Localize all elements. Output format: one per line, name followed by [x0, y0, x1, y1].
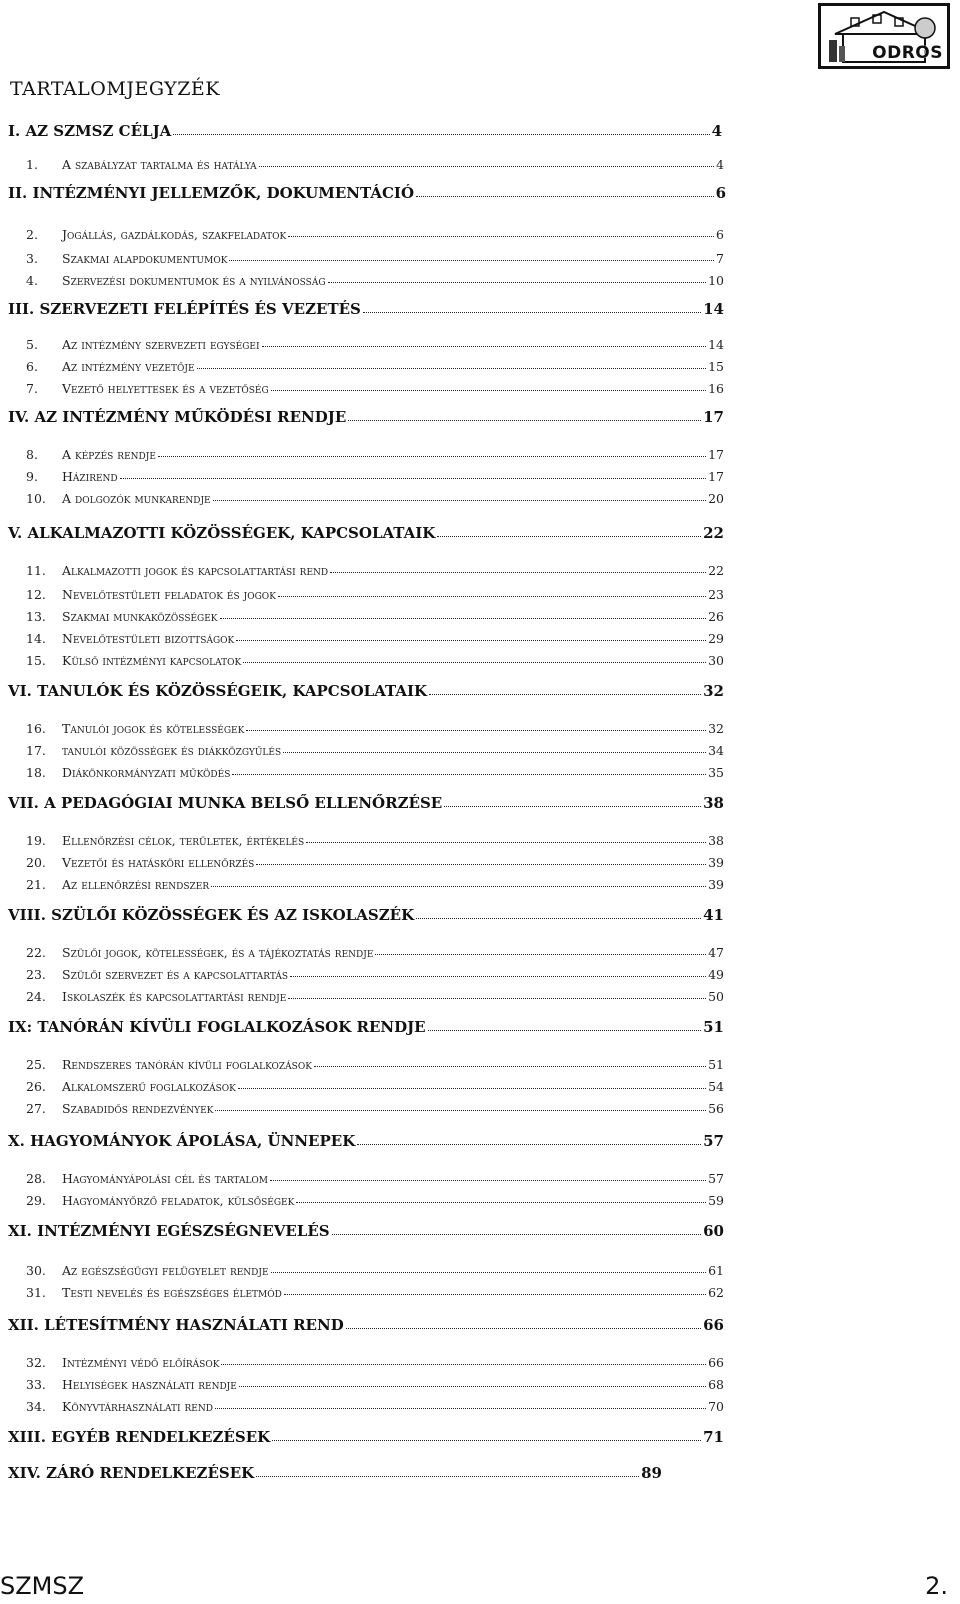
toc-page-number: 54 [708, 1079, 724, 1094]
dot-leader [271, 390, 706, 391]
toc-subentry[interactable] [26, 440, 724, 462]
dot-leader [246, 730, 706, 731]
toc-entry-label [26, 491, 211, 506]
dot-leader [256, 864, 706, 865]
toc-page-number: 61 [708, 1263, 724, 1278]
toc-subentry[interactable] [26, 1186, 724, 1208]
dot-leader [330, 572, 706, 573]
toc-page-number: 38 [708, 833, 724, 848]
toc-page-number: 66 [703, 1316, 724, 1334]
toc-entry-number: 32. [26, 1355, 46, 1370]
toc-entry-label [26, 967, 288, 982]
toc-page-number: 49 [708, 967, 724, 982]
dot-leader [416, 918, 701, 919]
toc-entry-text: Diákönkormányzati működés [62, 765, 231, 780]
toc-entry-number: 11. [26, 563, 46, 578]
dot-leader [296, 1202, 706, 1203]
toc-entry-label [26, 359, 195, 374]
toc-page-number: 70 [708, 1399, 724, 1414]
toc-page-number: 14 [703, 300, 724, 318]
toc-section[interactable] [8, 1460, 662, 1482]
toc-page-number: 17 [708, 469, 724, 484]
dot-leader [221, 1364, 706, 1365]
dot-leader [158, 456, 706, 457]
toc-entry-number: 8. [26, 447, 38, 462]
toc-entry-text: Külső intézményi kapcsolatok [62, 653, 242, 668]
toc-page-number: 7 [716, 251, 724, 266]
toc-entry-text: Házirend [62, 469, 118, 484]
toc-entry-text: Könyvtárhasználati rend [62, 1399, 213, 1414]
toc-subentry[interactable] [26, 1050, 724, 1072]
toc-entry-number: 13. [26, 609, 46, 624]
toc-section[interactable] [8, 790, 724, 812]
toc-page-number: 17 [708, 447, 724, 462]
dot-leader [288, 236, 714, 237]
toc-section[interactable] [8, 1312, 724, 1334]
toc-entry-number: 14. [26, 631, 46, 646]
toc-section[interactable] [8, 180, 726, 202]
toc-entry-number: 33. [26, 1377, 46, 1392]
toc-page-number: 30 [708, 653, 724, 668]
dot-leader [348, 420, 701, 421]
dot-leader [357, 1144, 701, 1145]
dot-leader [328, 282, 707, 283]
toc-subentry[interactable] [26, 580, 724, 602]
toc-subentry[interactable] [26, 1072, 724, 1094]
dot-leader [236, 640, 706, 641]
toc-subentry[interactable] [26, 352, 724, 374]
toc-entry-label: XI. INTÉZMÉNYI EGÉSZSÉGNEVELÉS [8, 1222, 330, 1240]
toc-section[interactable] [8, 678, 724, 700]
dot-leader [314, 1066, 706, 1067]
dot-leader [290, 976, 706, 977]
toc-entry-text: tanulói közösségek és diákközgyűlés [62, 743, 282, 758]
toc-page-number: 71 [703, 1428, 724, 1446]
toc-entry-label [26, 1377, 237, 1392]
toc-entry-label: VI. TANULÓK ÉS KÖZÖSSÉGEIK, KAPCSOLATAIK [8, 682, 428, 700]
dot-leader [256, 1476, 639, 1477]
toc-entry-number: 15. [26, 653, 46, 668]
toc-page-number: 60 [703, 1222, 724, 1240]
toc-entry-label [26, 855, 254, 870]
toc-page-number: 32 [708, 721, 724, 736]
toc-page-number: 22 [703, 524, 724, 542]
toc-entry-label [26, 1057, 312, 1072]
toc-page-number: 6 [715, 184, 726, 202]
dot-leader [429, 694, 701, 695]
toc-section[interactable] [8, 1014, 724, 1036]
toc-entry-text: Nevelőtestületi bizottságok [62, 631, 235, 646]
toc-entry-text: Szakmai munkaközösségek [62, 609, 218, 624]
toc-page-number: 17 [703, 408, 724, 426]
dot-leader [229, 260, 714, 261]
toc-entry-text: Tanulói jogok és kötelességek [62, 721, 245, 736]
toc-entry-number: 9. [26, 469, 38, 484]
toc-entry-text: Vezetői és hatásköri ellenőrzés [62, 855, 255, 870]
toc-entry-label [26, 1263, 269, 1278]
toc-entry-text: Rendszeres tanórán kívüli foglalkozások [62, 1057, 312, 1072]
toc-entry-text: Helyiségek használati rendje [62, 1377, 237, 1392]
toc-entry-number: 5. [26, 337, 38, 352]
toc-entry-label [26, 721, 244, 736]
toc-subentry[interactable] [26, 1370, 724, 1392]
toc-subentry[interactable] [26, 982, 724, 1004]
toc-subentry[interactable] [26, 714, 724, 736]
toc-subentry[interactable] [26, 330, 724, 352]
dot-leader [232, 774, 706, 775]
toc-entry-number: 26. [26, 1079, 46, 1094]
toc-subentry[interactable] [26, 938, 724, 960]
toc-entry-label: VII. A PEDAGÓGIAI MUNKA BELSŐ ELLENŐRZÉSE [8, 794, 443, 812]
toc-entry-label: III. SZERVEZETI FELÉPÍTÉS ÉS VEZETÉS [8, 300, 361, 318]
toc-subentry[interactable] [26, 646, 724, 668]
toc-entry-label: VIII. SZÜLŐI KÖZÖSSÉGEK ÉS AZ ISKOLASZÉK [8, 906, 415, 924]
toc-entry-label [26, 743, 281, 758]
toc-entry-number: 16. [26, 721, 46, 736]
toc-page-number: 51 [708, 1057, 724, 1072]
dot-leader [272, 1440, 701, 1441]
toc-subentry[interactable] [26, 848, 724, 870]
toc-entry-label: XIII. EGYÉB RENDELKEZÉSEK [8, 1428, 271, 1446]
dot-leader [284, 1294, 706, 1295]
dot-leader [239, 1386, 706, 1387]
toc-entry-label [26, 631, 234, 646]
toc-entry-label [26, 469, 118, 484]
dot-leader [332, 1234, 701, 1235]
dot-leader [288, 998, 706, 999]
toc-entry-label [26, 989, 286, 1004]
toc-page-number: 89 [641, 1464, 662, 1482]
footer-page-number: 2. [925, 1572, 948, 1600]
toc-entry-text: Ellenőrzési célok, területek, értékelés [62, 833, 305, 848]
toc-subentry[interactable] [26, 556, 724, 578]
toc-entry-text: Szervezési dokumentumok és a nyilvánosság [62, 273, 326, 288]
toc-entry-label [26, 563, 328, 578]
toc-entry-text: Intézményi védő előírások [62, 1355, 220, 1370]
toc-entry-label: I. AZ SZMSZ CÉLJA [8, 122, 172, 140]
toc-subentry[interactable] [26, 960, 724, 982]
toc-entry-label: IV. AZ INTÉZMÉNY MŰKÖDÉSI RENDJE [8, 408, 347, 426]
toc-entry-label [26, 877, 209, 892]
toc-entry-text: Jogállás, gazdálkodás, szakfeladatok [62, 227, 287, 242]
toc-subentry[interactable] [26, 758, 724, 780]
toc-entry-label [26, 1171, 268, 1186]
toc-section[interactable] [8, 1424, 724, 1446]
toc-entry-label [26, 945, 373, 960]
dot-leader [211, 886, 706, 887]
toc-page-number: 4 [716, 157, 724, 172]
dot-leader [444, 806, 701, 807]
dot-leader [437, 536, 701, 537]
toc-entry-text: Iskolaszék és kapcsolattartási rendje [62, 989, 287, 1004]
toc-entry-text: Szakmai alapdokumentumok [62, 251, 228, 266]
toc-entry-text: Szabadidős rendezvények [62, 1101, 214, 1116]
toc-subentry[interactable] [26, 624, 724, 646]
toc-page-number: 38 [703, 794, 724, 812]
dot-leader [283, 752, 706, 753]
toc-subentry[interactable] [26, 462, 724, 484]
toc-subentry[interactable] [26, 374, 724, 396]
toc-entry-text: Az intézmény szervezeti egységei [62, 337, 260, 352]
dot-leader [197, 368, 707, 369]
toc-entry-number: 23. [26, 967, 46, 982]
toc-entry-number: 1. [26, 157, 38, 172]
toc-entry-label [26, 587, 276, 602]
toc-entry-number: 29. [26, 1193, 46, 1208]
toc-entry-label: XII. LÉTESÍTMÉNY HASZNÁLATI REND [8, 1316, 344, 1334]
toc-entry-number: 28. [26, 1171, 46, 1186]
toc-page-number: 14 [708, 337, 724, 352]
toc-entry-text: Testi nevelés és egészséges életmód [62, 1285, 282, 1300]
toc-entry-label [26, 381, 269, 396]
toc-entry-label [26, 157, 257, 172]
toc-page-number: 50 [708, 989, 724, 1004]
toc-page-number: 51 [703, 1018, 724, 1036]
dot-leader [278, 596, 706, 597]
toc-entry-text: Nevelőtestületi feladatok és jogok [62, 587, 276, 602]
toc-entry-text: Hagyományőrző feladatok, külsőségek [62, 1193, 295, 1208]
toc-entry-label [26, 1101, 213, 1116]
toc-page-number: 29 [708, 631, 724, 646]
toc-entry-label [26, 653, 241, 668]
toc-page-number: 57 [708, 1171, 724, 1186]
dot-leader [215, 1408, 706, 1409]
dot-leader [120, 478, 706, 479]
dot-leader [238, 1088, 706, 1089]
dot-leader [243, 662, 706, 663]
toc-section[interactable] [8, 902, 724, 924]
toc-entry-label: IX: TANÓRÁN KÍVÜLI FOGLALKOZÁSOK RENDJE [8, 1018, 426, 1036]
toc-section[interactable] [8, 296, 724, 318]
dot-leader [220, 618, 707, 619]
toc-entry-text: Az ellenőrzési rendszer [62, 877, 210, 892]
toc-page-number: 32 [703, 682, 724, 700]
toc-entry-label [26, 1399, 213, 1414]
toc-entry-number: 22. [26, 945, 46, 960]
toc-entry-label: X. HAGYOMÁNYOK ÁPOLÁSA, ÜNNEPEK [8, 1132, 356, 1150]
toc-section[interactable] [8, 1128, 724, 1150]
dot-leader [306, 842, 706, 843]
toc-page-number: 47 [708, 945, 724, 960]
toc-entry-number: 31. [26, 1285, 46, 1300]
toc-page-number: 26 [708, 609, 724, 624]
toc-entry-number: 2. [26, 227, 38, 242]
toc-entry-number: 34. [26, 1399, 46, 1414]
dot-leader [259, 166, 714, 167]
toc-entry-label [26, 227, 286, 242]
toc-entry-number: 10. [26, 491, 46, 506]
toc-entry-text: Vezető helyettesek és a vezetőség [62, 381, 269, 396]
toc-subentry[interactable] [26, 1348, 724, 1370]
dot-leader [270, 1180, 706, 1181]
toc-entry-text: A szabályzat tartalma és hatálya [62, 157, 257, 172]
toc-entry-label: XIV. ZÁRÓ RENDELKEZÉSEK [8, 1464, 255, 1482]
toc-entry-label [26, 251, 227, 266]
toc-section[interactable] [8, 404, 724, 426]
toc-entry-number: 20. [26, 855, 46, 870]
dot-leader [416, 196, 714, 197]
dot-leader [173, 134, 709, 135]
toc-entry-label [26, 833, 304, 848]
toc-page-number: 41 [703, 906, 724, 924]
toc-subentry[interactable] [26, 484, 724, 506]
toc-entry-number: 19. [26, 833, 46, 848]
toc-entry-label [26, 1193, 294, 1208]
toc-subentry[interactable] [26, 220, 724, 242]
toc-entry-number: 25. [26, 1057, 46, 1072]
toc-entry-number: 27. [26, 1101, 46, 1116]
dot-leader [363, 312, 701, 313]
toc-page-number: 62 [708, 1285, 724, 1300]
toc-entry-number: 18. [26, 765, 46, 780]
toc-entry-label [26, 337, 260, 352]
toc-entry-number: 7. [26, 381, 38, 396]
toc-entry-number: 30. [26, 1263, 46, 1278]
toc-entry-text: A képzés rendje [62, 447, 156, 462]
toc-page-number: 34 [708, 743, 724, 758]
toc-page-number: 16 [708, 381, 724, 396]
toc-page-number: 68 [708, 1377, 724, 1392]
toc-page-number: 20 [708, 491, 724, 506]
dot-leader [346, 1328, 701, 1329]
toc-entry-number: 3. [26, 251, 38, 266]
toc-subentry[interactable] [26, 1164, 724, 1186]
toc-subentry[interactable] [26, 1256, 724, 1278]
toc-entry-number: 12. [26, 587, 46, 602]
toc-entry-number: 6. [26, 359, 38, 374]
toc-entry-text: Hagyományápolási cél és tartalom [62, 1171, 269, 1186]
toc-entry-label [26, 609, 218, 624]
toc-subentry[interactable] [26, 1094, 724, 1116]
toc-subentry[interactable] [26, 1392, 724, 1414]
toc-entry-label [26, 1355, 219, 1370]
dot-leader [215, 1110, 706, 1111]
toc-page-number: 23 [708, 587, 724, 602]
toc-entry-number: 24. [26, 989, 46, 1004]
toc-page-number: 39 [708, 877, 724, 892]
toc-page-number: 22 [708, 563, 724, 578]
toc-subentry[interactable] [26, 870, 724, 892]
toc-entry-text: Alkalmazotti jogok és kapcsolattartási rend [62, 563, 329, 578]
toc-entry-label [26, 765, 230, 780]
toc-page-number: 10 [708, 273, 724, 288]
toc-entry-text: Az egészségügyi felügyelet rendje [62, 1263, 269, 1278]
toc-subentry[interactable] [26, 1278, 724, 1300]
dot-leader [262, 346, 707, 347]
toc-title: TARTALOMJEGYZÉK [10, 78, 220, 100]
toc-page-number: 35 [708, 765, 724, 780]
toc-page-number: 4 [711, 122, 722, 140]
dot-leader [428, 1030, 702, 1031]
toc-page-number: 15 [708, 359, 724, 374]
toc-section[interactable] [8, 520, 724, 542]
toc-entry-text: Az intézmény vezetője [62, 359, 195, 374]
toc-entry-label: II. INTÉZMÉNYI JELLEMZŐK, DOKUMENTÁCIÓ [8, 184, 415, 202]
toc-entry-label [26, 1079, 236, 1094]
toc-section[interactable] [8, 1218, 724, 1240]
toc-page-number: 66 [708, 1355, 724, 1370]
toc-page-number: 57 [703, 1132, 724, 1150]
toc-subentry[interactable] [26, 266, 724, 288]
toc-page-number: 59 [708, 1193, 724, 1208]
toc-page-number: 6 [716, 227, 724, 242]
dot-leader [271, 1272, 707, 1273]
toc-subentry[interactable] [26, 736, 724, 758]
toc-entry-label [26, 1285, 282, 1300]
toc-entry-text: A dolgozók munkarendje [62, 491, 211, 506]
toc-page-number: 56 [708, 1101, 724, 1116]
toc-entry-text: Szülői jogok, kötelességek, és a tájékoztatás rendje [62, 945, 374, 960]
toc-subentry[interactable] [26, 150, 724, 172]
school-building-logo [818, 3, 950, 69]
toc-entry-text: Szülői szervezet és a kapcsolattartás [62, 967, 289, 982]
toc-subentry[interactable] [26, 244, 724, 266]
toc-subentry[interactable] [26, 602, 724, 624]
dot-leader [213, 500, 706, 501]
toc-entry-label [26, 273, 326, 288]
toc-section[interactable] [8, 118, 722, 140]
toc-entry-number: 4. [26, 273, 38, 288]
footer-document-name: SZMSZ [0, 1572, 85, 1600]
toc-entry-text: Alkalomszerű foglalkozások [62, 1079, 236, 1094]
toc-entry-number: 21. [26, 877, 46, 892]
toc-subentry[interactable] [26, 826, 724, 848]
toc-page-number: 39 [708, 855, 724, 870]
toc-entry-label: V. ALKALMAZOTTI KÖZÖSSÉGEK, KAPCSOLATAIK [8, 524, 436, 542]
toc-entry-number: 17. [26, 743, 46, 758]
dot-leader [375, 954, 706, 955]
toc-entry-label [26, 447, 156, 462]
logo-text: ODROS [872, 43, 943, 63]
